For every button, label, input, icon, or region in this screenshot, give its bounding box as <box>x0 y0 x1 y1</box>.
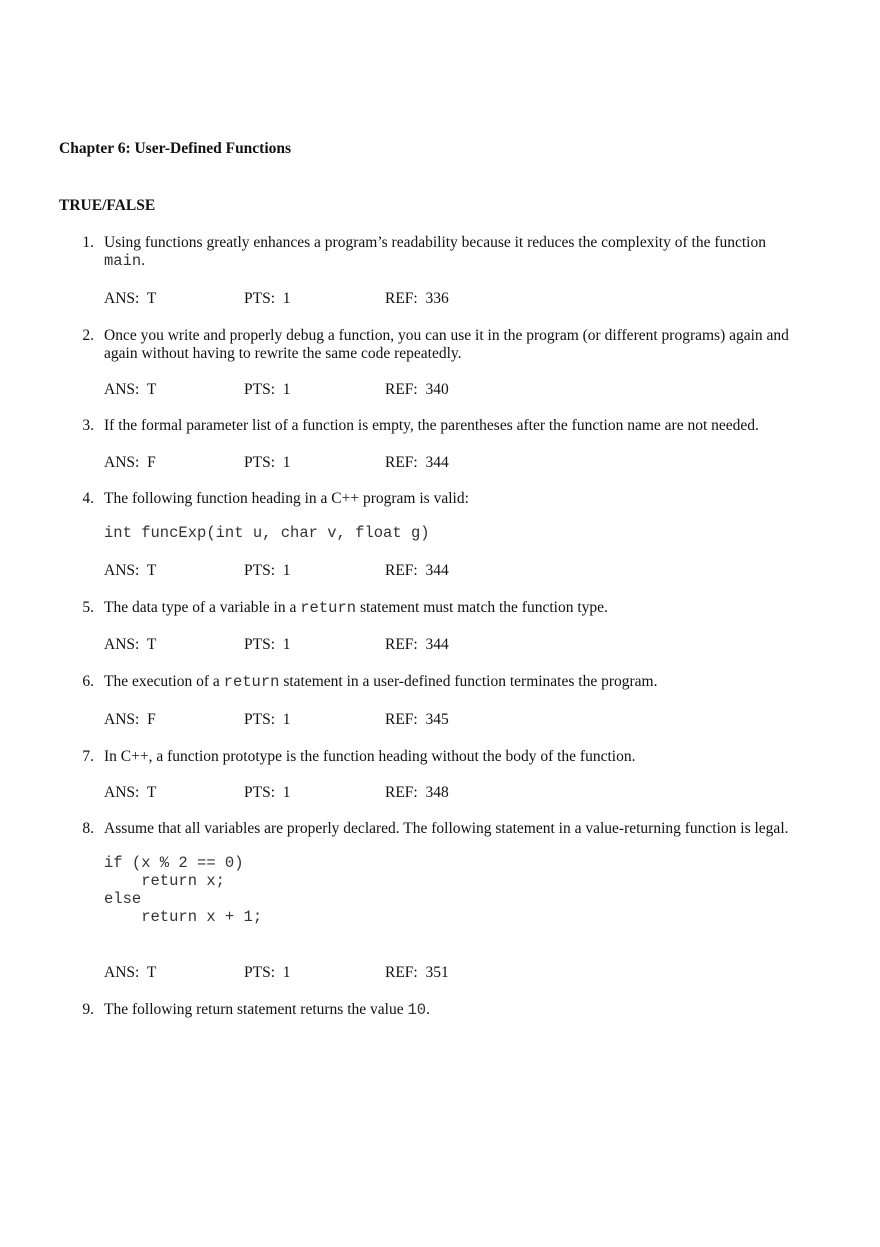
chapter-title: Chapter 6: User-Defined Functions <box>59 140 292 157</box>
question-text: If the formal parameter list of a function is empty, the parentheses after the function name are not needed. <box>104 417 759 434</box>
reference-label: REF: <box>385 964 418 981</box>
reference-label: REF: <box>385 381 418 398</box>
question-number: 2. <box>82 327 94 344</box>
answer-value: T <box>146 381 157 398</box>
reference-value: 351 <box>425 964 449 981</box>
reference-label: REF: <box>385 562 418 579</box>
answer-row-7 <box>104 784 704 804</box>
question-number: 9. <box>82 1001 94 1018</box>
answer-row-8 <box>104 964 704 984</box>
section-title: TRUE/FALSE <box>59 197 156 214</box>
answer <box>104 784 156 802</box>
reference <box>385 381 449 399</box>
points <box>244 784 291 802</box>
answer <box>104 290 156 308</box>
reference <box>385 711 449 729</box>
reference <box>385 454 449 472</box>
points-value: 1 <box>282 454 291 471</box>
points-value: 1 <box>282 964 291 981</box>
question-7 <box>59 748 799 766</box>
reference-value: 348 <box>425 784 449 801</box>
answer-label: ANS: <box>104 784 140 801</box>
answer-value: T <box>146 562 157 579</box>
answer <box>104 964 156 982</box>
points <box>244 636 291 654</box>
answer-row-4 <box>104 562 704 582</box>
answer-label: ANS: <box>104 562 140 579</box>
question-text-part: The data type of a variable in a <box>104 599 301 616</box>
points-label: PTS: <box>244 636 276 653</box>
question-text: Assume that all variables are properly declared. The following statement in a value-returning function is legal. <box>104 820 789 837</box>
question-text-part: statement in a user-defined function terminates the program. <box>279 673 658 690</box>
reference-label: REF: <box>385 290 418 307</box>
question-text-part: The execution of a <box>104 673 224 690</box>
question-text <box>104 673 799 691</box>
points <box>244 562 291 580</box>
points <box>244 381 291 399</box>
question-text: The following function heading in a C++ program is valid: <box>104 490 469 507</box>
answer-value: T <box>146 636 157 653</box>
answer-value: F <box>147 711 156 728</box>
points-value: 1 <box>282 636 291 653</box>
code-block: if (x % 2 == 0) return x; else return x + 1; <box>104 854 263 926</box>
answer-value: F <box>147 454 156 471</box>
question-text-part: . <box>426 1001 430 1018</box>
points <box>244 711 291 729</box>
answer-row-2 <box>104 381 704 401</box>
answer-value: T <box>146 290 157 307</box>
reference-value: 345 <box>425 711 449 728</box>
question-text <box>104 1001 799 1019</box>
question-text-part: Using functions greatly enhances a program’s readability because it reduces the complexity of the function <box>104 234 766 251</box>
answer-label: ANS: <box>104 964 140 981</box>
points-value: 1 <box>282 711 291 728</box>
question-number: 3. <box>82 417 94 434</box>
inline-code: return <box>223 673 280 691</box>
inline-code: return <box>300 599 357 617</box>
answer-label: ANS: <box>104 636 140 653</box>
points <box>244 454 291 472</box>
answer-label: ANS: <box>104 381 140 398</box>
question-2 <box>59 327 799 363</box>
question-text <box>104 599 799 617</box>
question-number: 6. <box>82 673 94 690</box>
points-value: 1 <box>282 381 291 398</box>
question-number: 8. <box>82 820 94 837</box>
answer-label: ANS: <box>104 711 140 728</box>
points-value: 1 <box>282 562 291 579</box>
question-5 <box>59 599 799 617</box>
points-label: PTS: <box>244 562 276 579</box>
points-label: PTS: <box>244 964 276 981</box>
answer-row-3 <box>104 454 704 474</box>
question-text: Once you write and properly debug a function, you can use it in the program (or different programs) again and again without having to rewrite the same code repeatedly. <box>104 327 789 362</box>
question-text-part: The following return statement returns the value <box>104 1001 408 1018</box>
points <box>244 290 291 308</box>
points-value: 1 <box>282 784 291 801</box>
reference <box>385 964 449 982</box>
reference-label: REF: <box>385 636 418 653</box>
question-text: In C++, a function prototype is the function heading without the body of the function. <box>104 748 636 765</box>
question-number: 4. <box>82 490 94 507</box>
reference <box>385 290 449 308</box>
question-4 <box>59 490 799 542</box>
answer-row-5 <box>104 636 704 656</box>
reference <box>385 636 449 654</box>
reference-value: 340 <box>425 381 449 398</box>
reference <box>385 784 449 802</box>
answer-label: ANS: <box>104 454 140 471</box>
question-text <box>104 234 799 270</box>
reference-value: 336 <box>425 290 449 307</box>
points <box>244 964 291 982</box>
question-number: 1. <box>82 234 94 251</box>
answer-value: T <box>146 784 157 801</box>
question-1 <box>59 234 799 270</box>
question-text-part: . <box>141 252 146 269</box>
points-label: PTS: <box>244 784 276 801</box>
question-8 <box>59 820 799 926</box>
code-block: int funcExp(int u, char v, float g) <box>104 524 430 542</box>
question-text-part: statement must match the function type. <box>356 599 608 616</box>
reference-label: REF: <box>385 784 418 801</box>
answer <box>104 636 156 654</box>
points-label: PTS: <box>244 290 276 307</box>
reference-value: 344 <box>425 454 449 471</box>
answer-value: T <box>146 964 157 981</box>
inline-code: 10 <box>407 1001 427 1019</box>
question-number: 5. <box>82 599 94 616</box>
answer-row-6 <box>104 711 704 731</box>
answer-row-1 <box>104 290 704 310</box>
answer-label: ANS: <box>104 290 140 307</box>
inline-code: main <box>104 252 142 270</box>
question-number: 7. <box>82 748 94 765</box>
reference-value: 344 <box>425 562 449 579</box>
reference-label: REF: <box>385 711 418 728</box>
question-3 <box>59 417 799 435</box>
answer <box>104 562 156 580</box>
question-6 <box>59 673 799 691</box>
points-label: PTS: <box>244 711 276 728</box>
answer <box>104 381 156 399</box>
answer <box>104 711 156 729</box>
points-label: PTS: <box>244 454 276 471</box>
reference-label: REF: <box>385 454 418 471</box>
question-9 <box>59 1001 799 1019</box>
points-value: 1 <box>282 290 291 307</box>
reference-value: 344 <box>425 636 449 653</box>
points-label: PTS: <box>244 381 276 398</box>
reference <box>385 562 449 580</box>
answer <box>104 454 156 472</box>
